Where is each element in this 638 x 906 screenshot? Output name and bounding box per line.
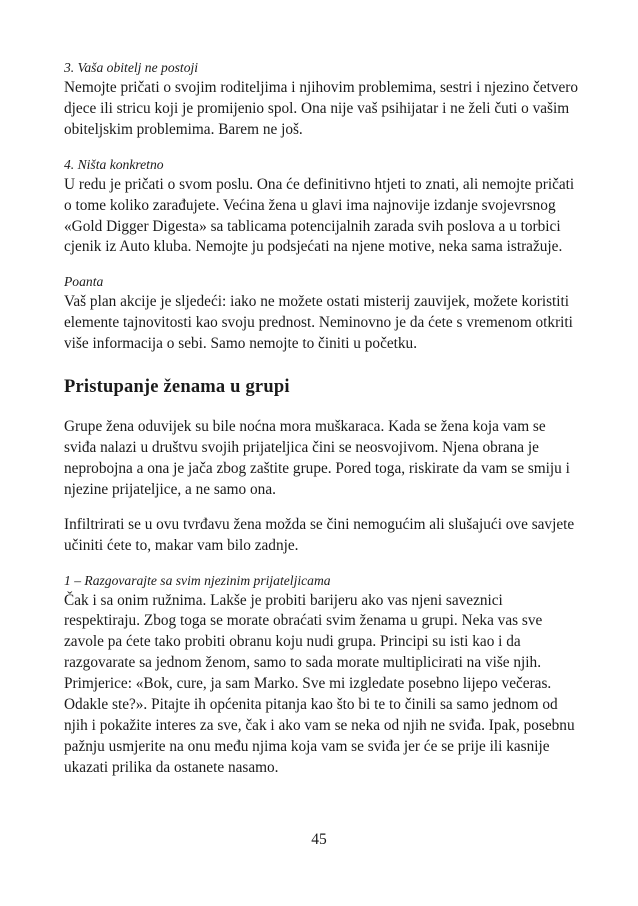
section-body: Nemojte pričati o svojim roditeljima i njihovim problemima, sestri i njezino četvero djece ili stricu koji je promijenio spol. Ona nije vaš psihijatar i ne želi čuti o vašim obiteljskim problemima. Barem ne još. <box>64 79 579 138</box>
section-title: 3. Vaša obitelj ne postoji <box>64 60 199 75</box>
page-number: 45 <box>311 831 327 848</box>
section-body: U redu je pričati o svom poslu. Ona će definitivno htjeti to znati, ali nemojte pričati o tome koliko zarađujete. Većina žena u glavi ima najnovije izdanje svojevrsnog «Gold Digger Digesta» sa tablicama potencijalnih zarada svih poslova a u torbici cjenik iz Auto kluba. Nemojte ju podsjećati na njene motive, neka sama istražuje. <box>64 175 575 256</box>
tip-body: Čak i sa onim ružnima. Lakše je probiti barijeru ako vas njeni saveznici respektiraju. Zbog toga se morate obraćati svim ženama u grupi. Neka vas sve zavole pa ćete tako probiti obranu koju nudi grupa. Principi su isti kao i da razgovarate sa jednom ženom, samo to sada morate multiplicirati na više njih. Primjerice: «Bok, cure, ja sam Marko. Sve mi izgledate posebno lijepo večeras. Odakle ste?». Pitajte ih općenita pitanja kao što bi te to činili sa samo jednom od njih i pokažite interes za sve, čak i ako vam se neka od njih ne sviđa. Ipak, posebnu pažnju usmjerite na onu među njima koja vam se sviđa jer će se prije ili kasnije ukazati prilika da ostanete nasamo. <box>64 591 575 776</box>
intro-paragraph-1 <box>64 417 579 501</box>
section-title: Poanta <box>64 274 104 290</box>
page-content <box>64 58 579 793</box>
tip-1 <box>64 571 579 779</box>
section-family <box>64 58 579 141</box>
section-title: 4. Ništa konkretno <box>64 156 164 172</box>
section-point <box>64 272 579 355</box>
paragraph: Infiltrirati se u ovu tvrđavu žena možda se čini nemogućim ali slušajući ove savjete učiniti ćete to, makar vam bilo zadnje. <box>64 515 575 554</box>
intro-paragraph-2 <box>64 515 579 557</box>
section-body: Vaš plan akcije je sljedeći: iako ne možete ostati misterij zauvijek, možete koristiti elemente tajnovitosti kao svoju prednost. Neminovno je da ćete s vremenom otkriti više informacija o sebi. Samo nemojte to činiti u početku. <box>64 293 573 353</box>
chapter-heading: Pristupanje ženama u grupi <box>64 377 290 398</box>
tip-title: 1 – Razgovarajte sa svim njezinim prijateljicama <box>64 572 331 588</box>
paragraph: Grupe žena oduvijek su bile noćna mora muškaraca. Kada se žena koja vam se sviđa nalazi u društvu svojih prijateljica čini se neosvojivom. Njena obrana je neprobojna a ona je jača zbog zaštite grupe. Pored toga, riskirate da vam se smiju i njezine prijateljice, a ne samo ona. <box>64 418 570 498</box>
section-nothing-concrete <box>64 155 579 259</box>
